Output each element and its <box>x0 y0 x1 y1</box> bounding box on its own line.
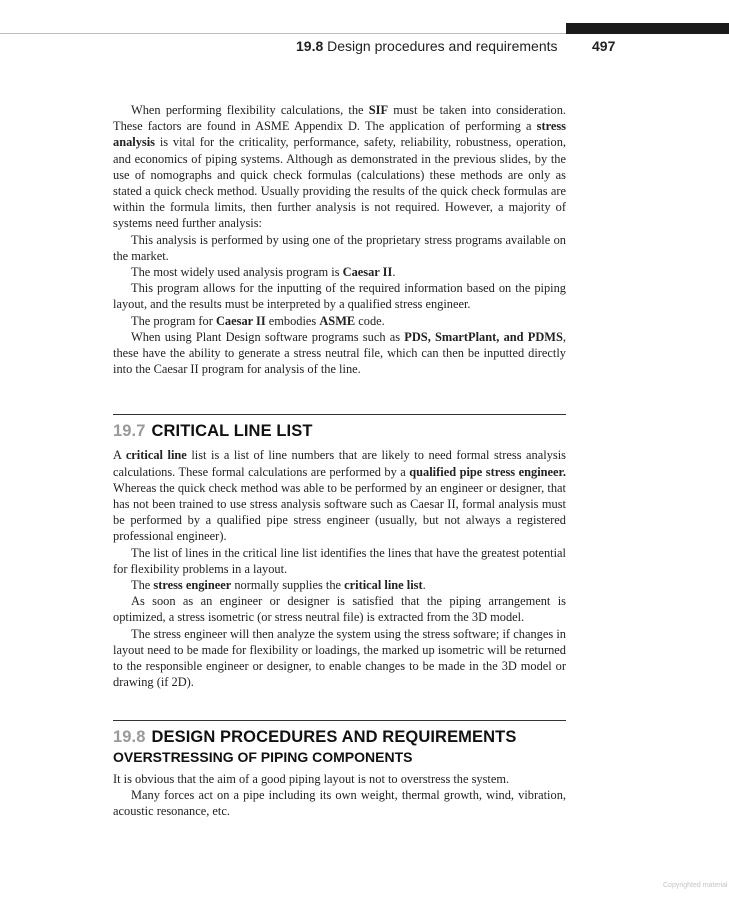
paragraph: This analysis is performed by using one of the proprietary stress programs available on the market. <box>113 232 566 263</box>
paragraph: The most widely used analysis program is Caesar II. <box>131 265 396 280</box>
section-heading-19-7: 19.7 CRITICAL LINE LIST <box>113 422 313 441</box>
paragraph: When performing flexibility calculations, the SIF must be taken into consideration. These factors are found in ASME Appendix D. The application of performing a stress analysis is vital for the criticality, performance, safety, reliability, robustness, operation, and economics of piping systems. Although as demonstrated in the previous slides, by the use of nomographs and quick check formulas (calculations) these methods are only as stated a quick check method. Usually providing the results of the quick check formulas are within the formula limits, then further analysis is not required. However, a majority of systems need further analysis: <box>113 103 566 231</box>
paragraph: A critical line list is a list of line numbers that are likely to need formal stress analysis calculations. These formal calculations are performed by a qualified pipe stress engineer. Whereas the quick check method was able to be performed by an engineer or designer, that has not been trained to use stress analysis software such as Caesar II, formal analysis must be performed by a qualified pipe stress engineer (usually, but not always a registered professional engineer). <box>113 448 566 544</box>
running-head-section-number: 19.8 <box>296 38 324 54</box>
paragraph: As soon as an engineer or designer is satisfied that the piping arrangement is optimized, a stress isometric (or stress neutral file) is extracted from the 3D model. <box>113 594 566 625</box>
running-head <box>296 38 558 54</box>
section-rule <box>113 414 566 415</box>
paragraph: The stress engineer normally supplies the critical line list. <box>131 578 426 593</box>
paragraph: The stress engineer will then analyze the system using the stress software; if changes in layout need to be made for flexibility or loadings, the marked up isometric will be returned to the responsible engineer or designer, to enable changes to be made in the 3D model or drawing (if 2D). <box>113 626 566 690</box>
copyright-watermark: Copyrighted material <box>663 882 728 889</box>
paragraph: Many forces act on a pipe including its own weight, thermal growth, wind, vibration, acoustic resonance, etc. <box>113 787 566 818</box>
section-rule <box>113 720 566 721</box>
paragraph: When using Plant Design software programs such as PDS, SmartPlant, and PDMS, these have the ability to generate a stress neutral file, which can then be inputted directly into the Caesar II program for analysis of the line. <box>113 329 566 377</box>
text-column <box>113 102 566 819</box>
paragraph: It is obvious that the aim of a good piping layout is not to overstress the system. <box>113 771 510 786</box>
paragraph: The program for Caesar II embodies ASME code. <box>131 313 385 328</box>
paragraph: This program allows for the inputting of the required information based on the piping layout, and the results must be interpreted by a qualified stress engineer. <box>113 281 566 312</box>
section-heading-19-8: 19.8 DESIGN PROCEDURES AND REQUIREMENTS <box>113 727 517 746</box>
paragraph: The list of lines in the critical line list identifies the lines that have the greatest potential for flexibility problems in a layout. <box>113 545 566 576</box>
page-number: 497 <box>592 38 616 54</box>
sub-heading: OVERSTRESSING OF PIPING COMPONENTS <box>113 748 413 765</box>
header-tab-block <box>566 23 729 34</box>
running-head-title: Design procedures and requirements <box>327 38 558 54</box>
